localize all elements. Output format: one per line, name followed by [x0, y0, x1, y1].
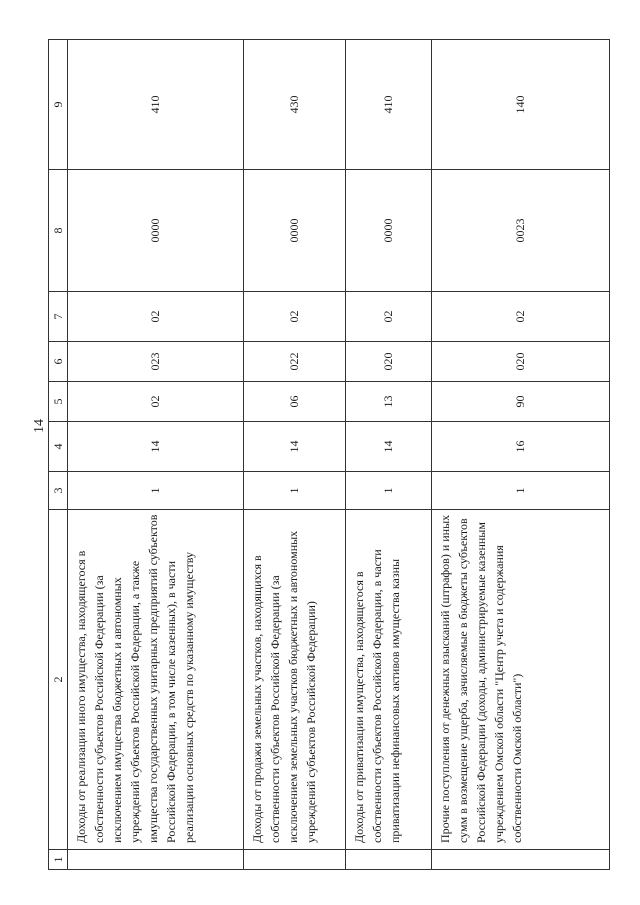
table-row — [432, 40, 610, 870]
code-cell: 0000 — [244, 170, 346, 292]
code-cell: 020 — [346, 342, 432, 382]
code-cell: 02 — [68, 292, 244, 342]
revenue-codes-table-frame — [48, 40, 608, 870]
code-cell: 14 — [346, 422, 432, 472]
code-cell: 1 — [68, 472, 244, 510]
code-cell: 06 — [244, 382, 346, 422]
column-header: 9 — [49, 40, 68, 170]
table-row — [244, 40, 346, 870]
column-header: 1 — [49, 850, 68, 870]
column-header: 2 — [49, 510, 68, 850]
income-description: Доходы от продажи земельных участков, находящихся в собственности субъектов Российской Федерации (за исключением земельных участков бюджетных и автономных учреждений субъектов Российской Федерации) — [244, 510, 346, 850]
column-header: 8 — [49, 170, 68, 292]
code-cell: 022 — [244, 342, 346, 382]
code-cell: 140 — [432, 40, 610, 170]
code-cell: 02 — [346, 292, 432, 342]
code-cell: 02 — [68, 382, 244, 422]
code-cell: 0023 — [432, 170, 610, 292]
code-cell: 14 — [68, 422, 244, 472]
row-number-cell — [68, 850, 244, 870]
row-number-cell — [432, 850, 610, 870]
code-cell: 02 — [244, 292, 346, 342]
code-cell: 410 — [346, 40, 432, 170]
table-row — [68, 40, 244, 870]
column-header: 3 — [49, 472, 68, 510]
row-number-cell — [244, 850, 346, 870]
code-cell: 430 — [244, 40, 346, 170]
row-number-cell — [346, 850, 432, 870]
code-cell: 90 — [432, 382, 610, 422]
column-header: 4 — [49, 422, 68, 472]
code-cell: 02 — [432, 292, 610, 342]
income-description: Доходы от приватизации имущества, находящегося в собственности субъектов Российской Федерации, в части приватизации нефинансовых активов имущества казны — [346, 510, 432, 850]
table-row — [346, 40, 432, 870]
table-header-row — [49, 40, 68, 870]
code-cell: 0000 — [68, 170, 244, 292]
code-cell: 020 — [432, 342, 610, 382]
column-header: 6 — [49, 342, 68, 382]
page-number: 14 — [32, 419, 47, 433]
code-cell: 13 — [346, 382, 432, 422]
income-description: Прочие поступления от денежных взысканий (штрафов) и иных сумм в возмещение ущерба, зачисляемые в бюджеты субъектов Российской Федерации (доходы, администрируемые казенным учреждением Омской области "Центр учета и содержания собственности Омской области") — [432, 510, 610, 850]
code-cell: 410 — [68, 40, 244, 170]
code-cell: 1 — [432, 472, 610, 510]
code-cell: 023 — [68, 342, 244, 382]
column-header: 7 — [49, 292, 68, 342]
code-cell: 1 — [346, 472, 432, 510]
code-cell: 16 — [432, 422, 610, 472]
code-cell: 14 — [244, 422, 346, 472]
column-header: 5 — [49, 382, 68, 422]
income-description: Доходы от реализации иного имущества, находящегося в собственности субъектов Российской Федерации (за исключением имущества бюджетных и автономных учреждений субъектов Российской Федерации, а также имущества государственных унитарных предприятий субъектов Российской Федерации, в том числе казенных), в части реализации основных средств по указанному имуществу — [68, 510, 244, 850]
code-cell: 0000 — [346, 170, 432, 292]
revenue-codes-table — [48, 39, 610, 870]
code-cell: 1 — [244, 472, 346, 510]
